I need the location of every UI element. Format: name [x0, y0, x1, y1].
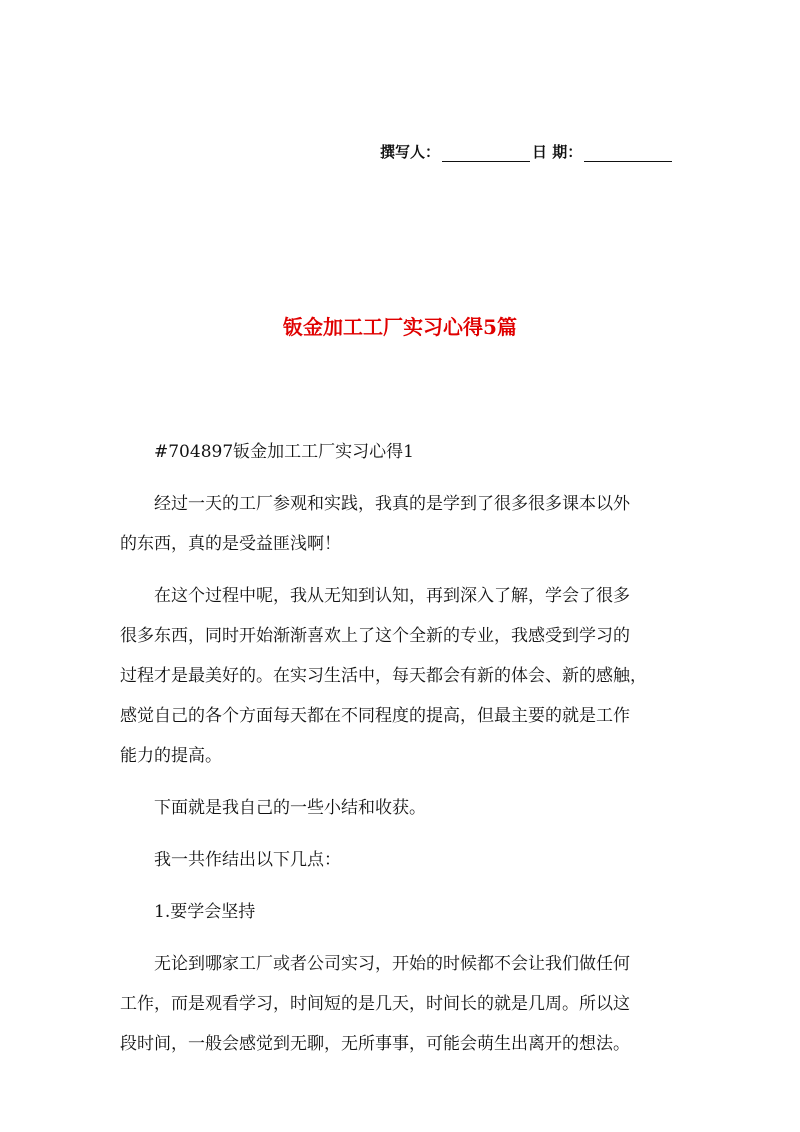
date-label: 日 期：: [532, 143, 583, 161]
paragraph-line: 能力的提高。: [120, 746, 222, 766]
paragraph-line: 工作，而是观看学习，时间短的是几天，时间长的就是几周。所以这: [120, 994, 630, 1014]
paragraph-line: 的东西，真的是受益匪浅啊！: [120, 534, 341, 554]
author-date-header: [380, 139, 690, 165]
paragraph: [120, 788, 683, 828]
paragraph-line: 段时间，一般会感觉到无聊，无所事事，可能会萌生出离开的想法。: [120, 1034, 630, 1054]
paragraph-line: 1.要学会坚持: [154, 902, 256, 922]
document-title: 钣金加工工厂实习心得5篇: [283, 315, 517, 339]
paragraph-line: 在这个过程中呢，我从无知到认知，再到深入了解，学会了很多: [154, 586, 630, 606]
paragraph: [120, 944, 683, 1064]
paragraph-line: 感觉自己的各个方面每天都在不同程度的提高，但最主要的就是工作: [120, 706, 630, 726]
paragraph-line: 经过一天的工厂参观和实践，我真的是学到了很多很多课本以外: [154, 494, 630, 514]
paragraph-line: 我一共作结出以下几点：: [154, 850, 341, 870]
author-label: 撰写人：: [380, 143, 441, 161]
document-body: [120, 432, 683, 1076]
paragraph-line: 下面就是我自己的一些小结和收获。: [154, 798, 426, 818]
paragraph: [120, 576, 683, 776]
paragraph-line: #704897钣金加工工厂实习心得1: [154, 442, 414, 462]
paragraph-line: 无论到哪家工厂或者公司实习，开始的时候都不会让我们做任何: [154, 954, 630, 974]
paragraph-line: 过程才是最美好的。在实习生活中，每天都会有新的体会、新的感触，: [120, 666, 647, 686]
paragraph: [120, 484, 683, 564]
paragraph-line: 很多东西，同时开始渐渐喜欢上了这个全新的专业，我感受到学习的: [120, 626, 630, 646]
paragraph: [120, 892, 683, 932]
date-blank-line: [584, 143, 672, 162]
author-blank-line: [442, 143, 530, 162]
paragraph: [120, 432, 683, 472]
paragraph: [120, 840, 683, 880]
